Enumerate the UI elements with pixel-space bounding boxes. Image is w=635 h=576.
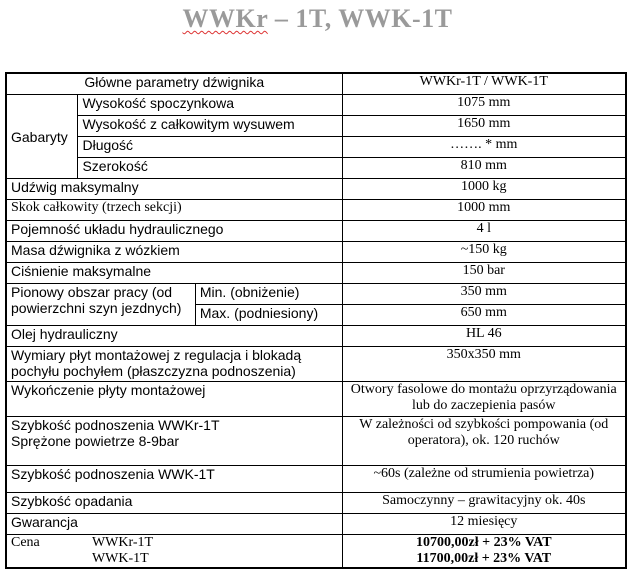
table-row	[6, 116, 626, 137]
table-row	[6, 284, 626, 305]
title-models-rest: – 1T, WWK-1T	[267, 4, 453, 33]
table-row	[6, 95, 626, 116]
price-value-wwk: 11700,00zł + 23% VAT	[416, 551, 552, 566]
table-row	[6, 263, 626, 284]
row-label: Wymiary płyt montażowej z regulacja i blokadą pochyłu pochyłem (płaszczyzna podnoszenia)	[6, 347, 342, 382]
price-model-wwkr: WWKr-1T	[91, 535, 154, 550]
price-values	[342, 535, 626, 569]
header-value-cell: WWKr-1T / WWK-1T	[342, 73, 626, 95]
price-model-wwk: WWK-1T	[91, 551, 149, 566]
pionowy-max-value: 650 mm	[342, 305, 626, 326]
specification-table	[5, 72, 627, 569]
price-label: Cena	[6, 535, 78, 569]
row-label: Wykończenie płyty montażowej	[6, 382, 342, 417]
row-value: 350x350 mm	[342, 347, 626, 382]
table-row	[6, 179, 626, 200]
gabaryty-row-label: Długość	[78, 137, 342, 158]
gabaryty-row-label: Wysokość spoczynkowa	[78, 95, 342, 116]
gabaryty-row-value: ……. * mm	[342, 137, 626, 158]
row-value: Otwory fasolowe do montażu oprzyrządowania lub do zaczepienia pasów	[342, 382, 626, 417]
pionowy-max-label: Max. (podniesiony)	[195, 305, 342, 326]
table-row	[6, 466, 626, 493]
title-model-wwkr: WWKr	[182, 4, 268, 33]
row-value: 12 miesięcy	[342, 514, 626, 535]
row-value: 4 l	[342, 221, 626, 242]
row-label: Pojemność układu hydraulicznego	[6, 221, 342, 242]
row-value: 150 bar	[342, 263, 626, 284]
row-label: Olej hydrauliczny	[6, 326, 342, 347]
row-value: Samoczynny – grawitacyjny ok. 40s	[342, 493, 626, 514]
table-row	[6, 221, 626, 242]
gabaryty-row-value: 1650 mm	[342, 116, 626, 137]
row-value: ~150 kg	[342, 242, 626, 263]
gabaryty-label: Gabaryty	[6, 95, 78, 179]
row-label	[6, 417, 342, 466]
row-value: HL 46	[342, 326, 626, 347]
row-label: Masa dźwignika z wózkiem	[6, 242, 342, 263]
table-row	[6, 382, 626, 417]
row-label: Szybkość podnoszenia WWK-1T	[6, 466, 342, 493]
gabaryty-row-value: 1075 mm	[342, 95, 626, 116]
price-value-wwkr: 10700,00zł + 23% VAT	[415, 535, 552, 550]
table-row	[6, 158, 626, 179]
table-row	[6, 326, 626, 347]
pionowy-min-label: Min. (obniżenie)	[195, 284, 342, 305]
row-label: Skok całkowity (trzech sekcji)	[6, 200, 342, 221]
table-row	[6, 417, 626, 466]
pionowy-label: Pionowy obszar pracy (od powierzchni szyn jezdnych)	[6, 284, 195, 326]
row-value: W zależności od szybkości pompowania (od operatora), ok. 120 ruchów	[342, 417, 626, 466]
szybkosc-wwkr-label: Szybkość podnoszenia WWKr-1T	[11, 417, 220, 433]
row-value: 1000 mm	[342, 200, 626, 221]
gabaryty-row-label: Szerokość	[78, 158, 342, 179]
gabaryty-row-value: 810 mm	[342, 158, 626, 179]
table-row	[6, 242, 626, 263]
table-row	[6, 137, 626, 158]
row-label: Udźwig maksymalny	[6, 179, 342, 200]
row-label: Szybkość opadania	[6, 493, 342, 514]
row-value: 1000 kg	[342, 179, 626, 200]
row-value: ~60s (zależne od strumienia powietrza)	[342, 466, 626, 493]
table-row	[6, 347, 626, 382]
table-row	[6, 514, 626, 535]
gabaryty-row-label: Wysokość z całkowitym wysuwem	[78, 116, 342, 137]
table-row	[6, 493, 626, 514]
table-header-row	[6, 73, 626, 95]
table-row	[6, 200, 626, 221]
pionowy-min-value: 350 mm	[342, 284, 626, 305]
row-label: Ciśnienie maksymalne	[6, 263, 342, 284]
price-models	[78, 535, 342, 569]
szybkosc-wwkr-sublabel: Sprężone powietrze 8-9bar	[11, 433, 180, 449]
row-label: Gwarancja	[6, 514, 342, 535]
document-title	[0, 4, 635, 34]
header-param-cell: Główne parametry dźwignika	[6, 73, 342, 95]
price-row	[6, 535, 626, 569]
